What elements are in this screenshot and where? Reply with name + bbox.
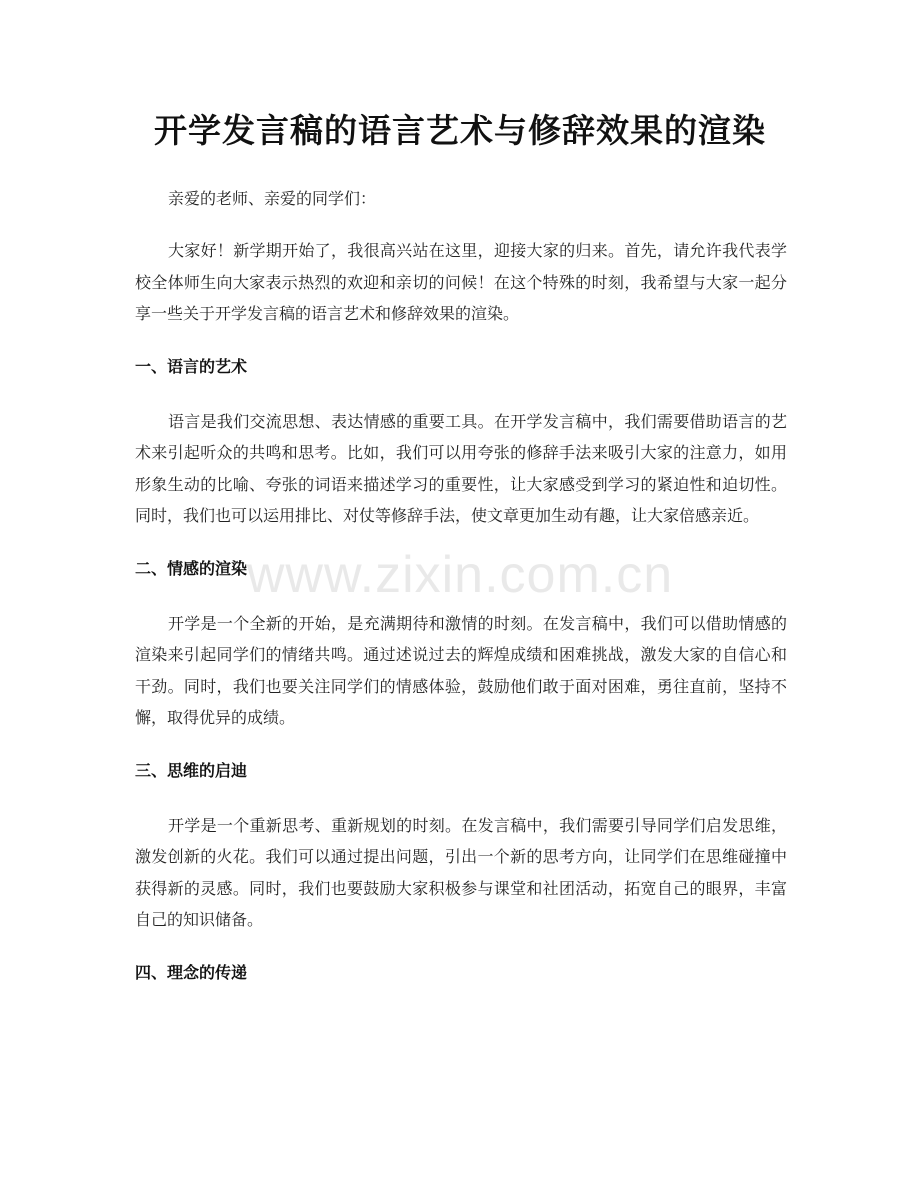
section-heading-1: 一、语言的艺术 [135, 356, 248, 376]
watermark: www.zixin.com.cn [246, 546, 674, 604]
page-title: 开学发言稿的语言艺术与修辞效果的渲染 [154, 111, 766, 150]
greeting: 亲爱的老师、亲爱的同学们： [168, 189, 377, 208]
section-paragraph-3: 开学是一个重新思考、重新规划的时刻。在发言稿中，我们需要引导同学们启发思维，激发创新的火花。我们可以通过提出问题，引出一个新的思考方向，让同学们在思维碰撞中获得新的灵感。同时，我们也要鼓励大家积极参与课堂和社团活动，拓宽自己的眼界，丰富自己的知识储备。 [135, 815, 787, 929]
section-paragraph-2: 开学是一个全新的开始，是充满期待和激情的时刻。在发言稿中，我们可以借助情感的渲染来引起同学们的情绪共鸣。通过述说过去的辉煌成绩和困难挑战，激发大家的自信心和干劲。同时，我们也要关注同学们的情感体验，鼓励他们敢于面对困难，勇往直前，坚持不懈，取得优异的成绩。 [135, 613, 787, 727]
document-body [135, 183, 787, 1012]
intro-paragraph: 大家好！新学期开始了，我很高兴站在这里，迎接大家的归来。首先，请允许我代表学校全体师生向大家表示热烈的欢迎和亲切的问候！在这个特殊的时刻，我希望与大家一起分享一些关于开学发言稿的语言艺术和修辞效果的渲染。 [135, 241, 787, 323]
section-heading-3: 三、思维的启迪 [135, 760, 248, 780]
section-heading-2: 二、情感的渲染 [135, 558, 248, 578]
section-paragraph-1: 语言是我们交流思想、表达情感的重要工具。在开学发言稿中，我们需要借助语言的艺术来引起听众的共鸣和思考。比如，我们可以用夸张的修辞手法来吸引大家的注意力，如用形象生动的比喻、夸张的词语来描述学习的重要性，让大家感受到学习的紧迫性和迫切性。同时，我们也可以运用排比、对仗等修辞手法，使文章更加生动有趣，让大家倍感亲近。 [135, 411, 787, 525]
section-heading-4: 四、理念的传递 [135, 962, 248, 982]
